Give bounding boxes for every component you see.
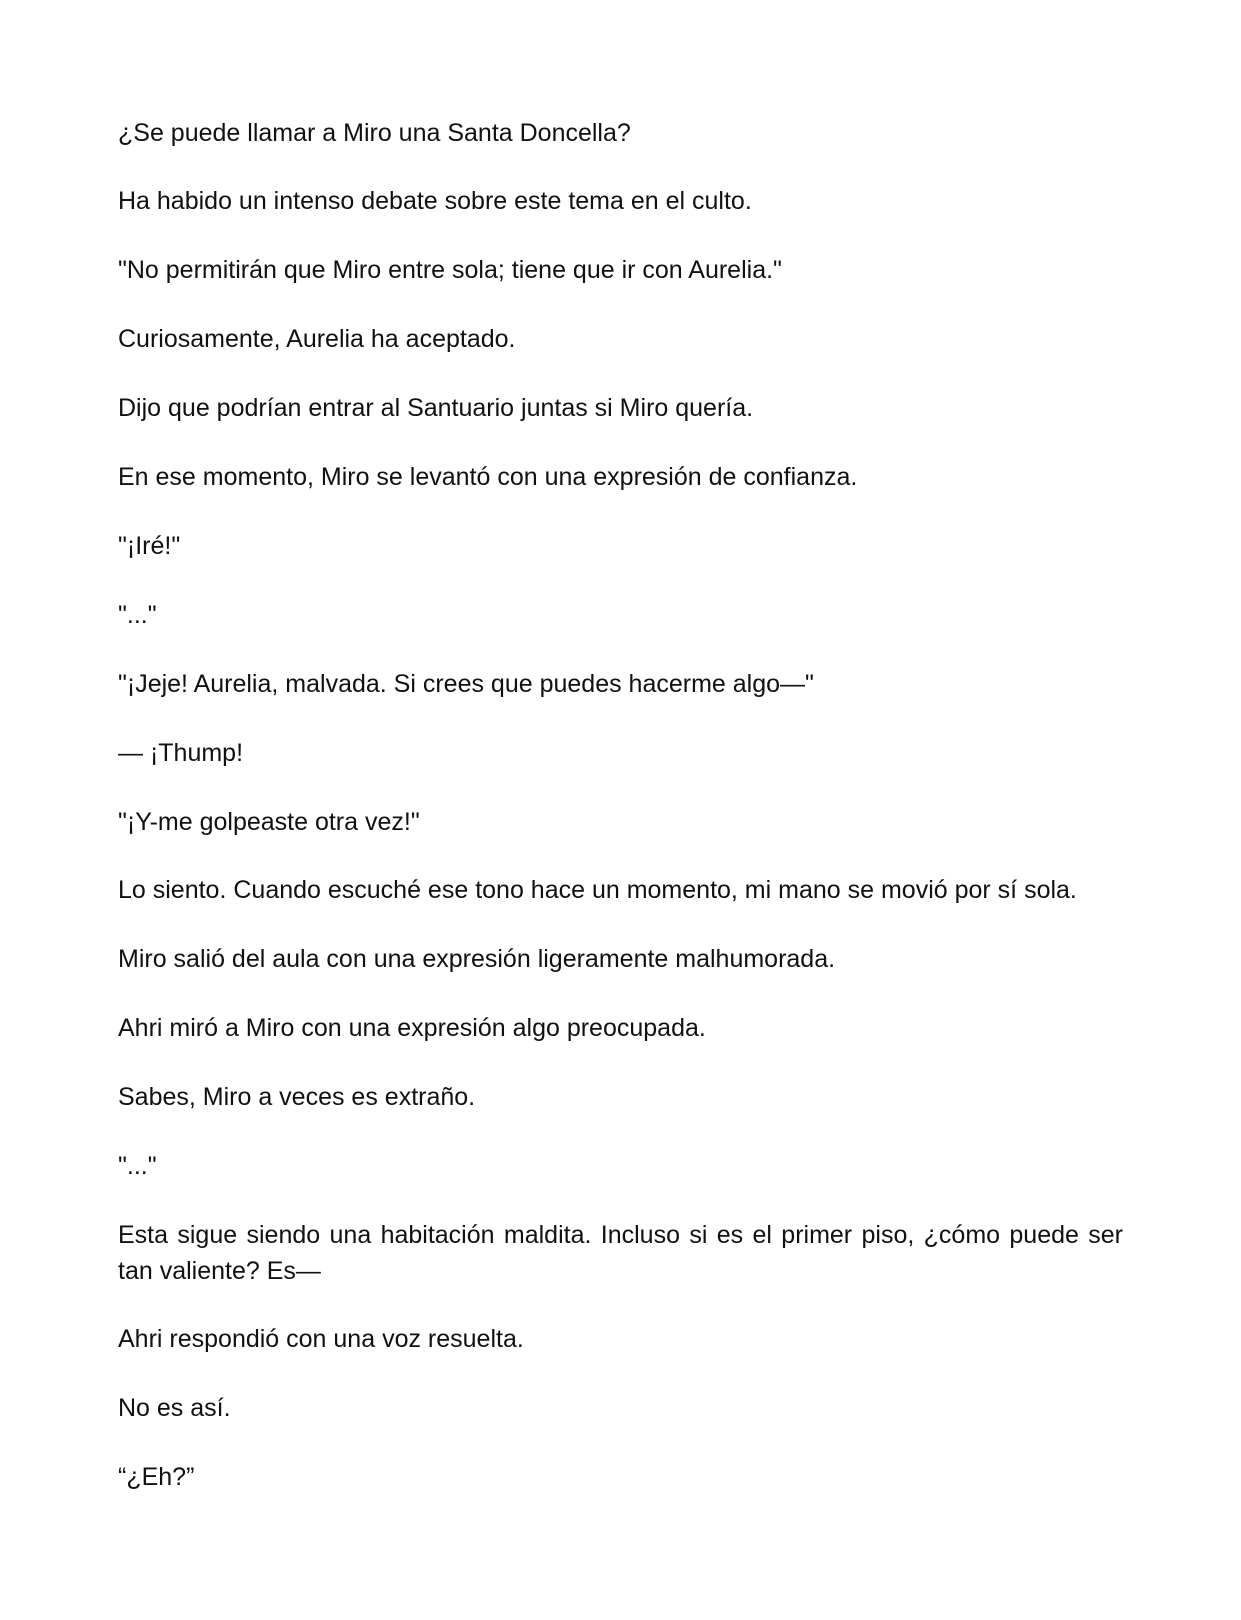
paragraph: "¡Y-me golpeaste otra vez!" <box>118 808 420 836</box>
paragraph: Lo siento. Cuando escuché ese tono hace un momento, mi mano se movió por sí sola. <box>118 876 1077 904</box>
paragraph: Curiosamente, Aurelia ha aceptado. <box>118 325 516 353</box>
paragraph: Esta sigue siendo una habitación maldita. Incluso si es el primer piso, ¿cómo puede ser tan valiente? Es— <box>118 1221 1123 1285</box>
paragraph: Ahri miró a Miro con una expresión algo preocupada. <box>118 1014 706 1042</box>
paragraph: — ¡Thump! <box>118 739 244 767</box>
paragraph: “¿Eh?” <box>118 1463 195 1491</box>
paragraph: Ha habido un intenso debate sobre este tema en el culto. <box>118 187 752 215</box>
paragraph: Sabes, Miro a veces es extraño. <box>118 1083 476 1111</box>
paragraph: "¡Iré!" <box>118 532 181 560</box>
paragraph: No es así. <box>118 1394 231 1422</box>
paragraph: Miro salió del aula con una expresión ligeramente malhumorada. <box>118 945 836 973</box>
paragraph: "..." <box>118 1152 157 1180</box>
paragraph: En ese momento, Miro se levantó con una expresión de confianza. <box>118 463 858 491</box>
paragraph: Ahri respondió con una voz resuelta. <box>118 1325 524 1353</box>
paragraph: "No permitirán que Miro entre sola; tiene que ir con Aurelia." <box>118 256 782 284</box>
paragraph: ¿Se puede llamar a Miro una Santa Doncella? <box>118 119 631 147</box>
paragraph: "¡Jeje! Aurelia, malvada. Si crees que puedes hacerme algo—" <box>118 670 814 698</box>
paragraph: "..." <box>118 601 157 629</box>
paragraph: Dijo que podrían entrar al Santuario juntas si Miro quería. <box>118 394 754 422</box>
